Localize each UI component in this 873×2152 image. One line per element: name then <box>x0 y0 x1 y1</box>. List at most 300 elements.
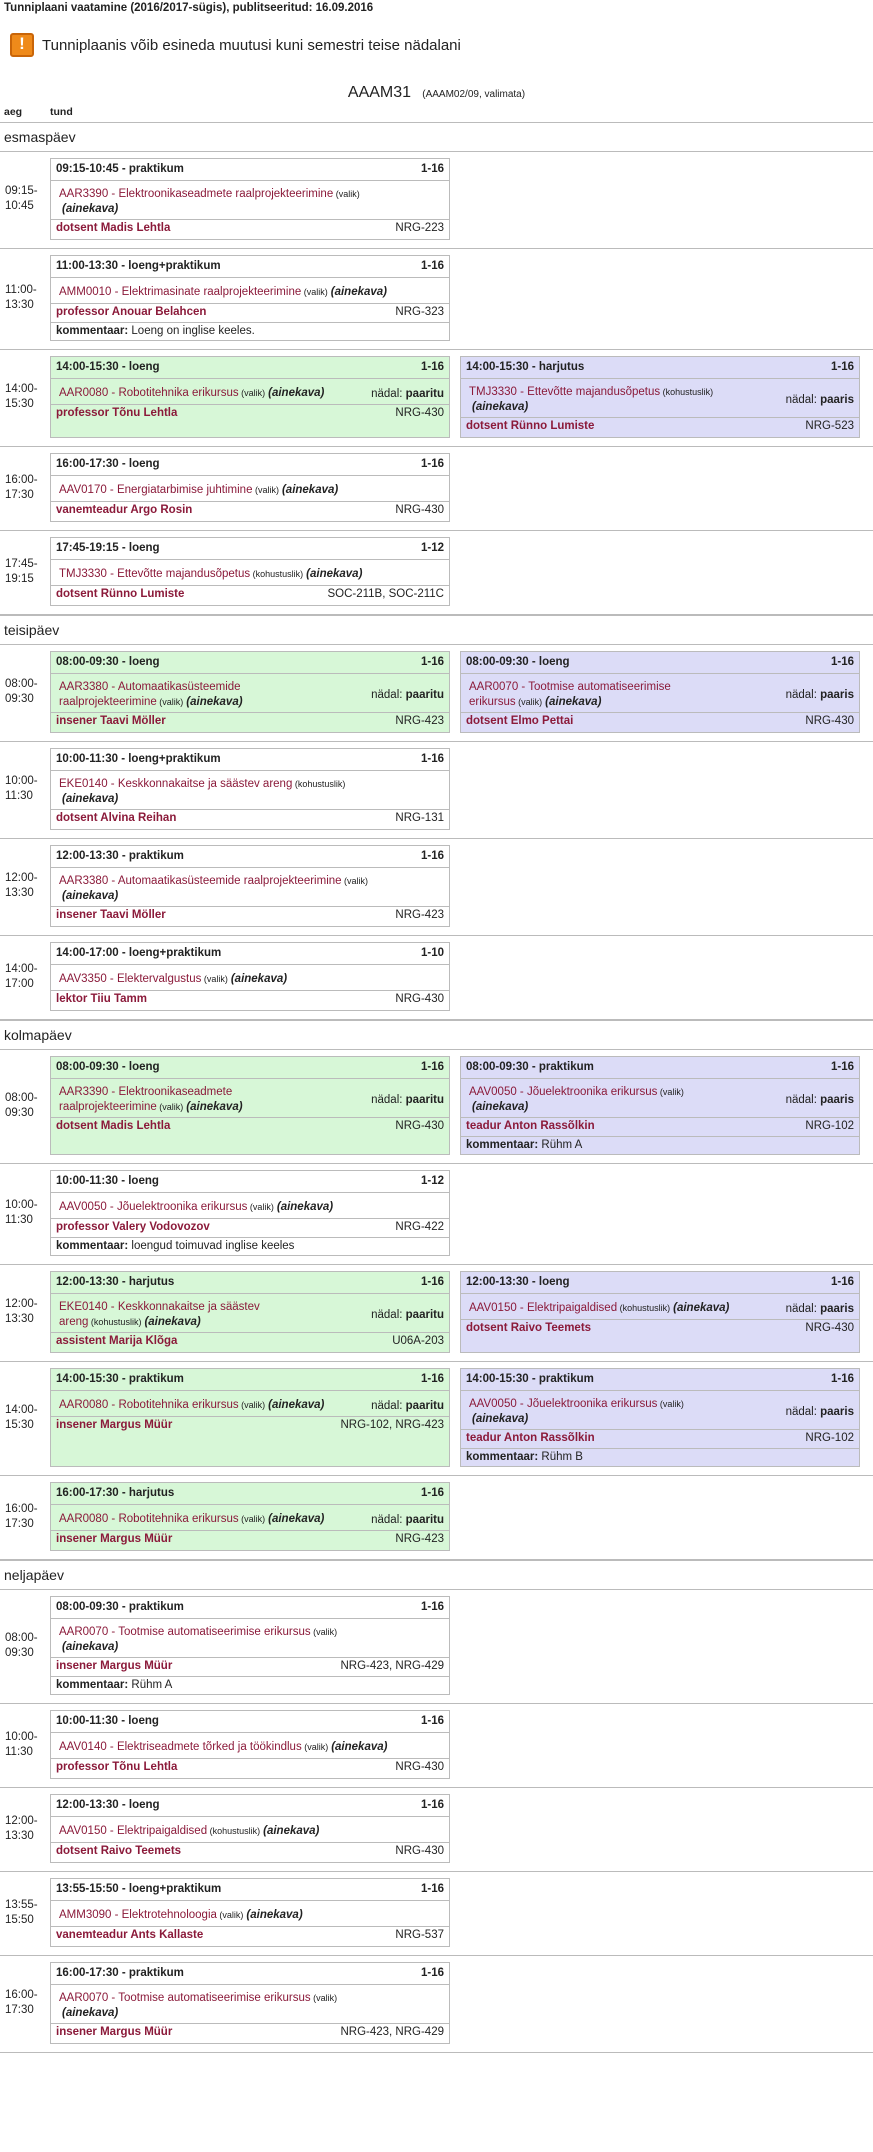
slot-time <box>0 1482 50 1551</box>
course-link[interactable]: AAV0050 - Jõuelektroonika erikursus (valik) (ainekava) <box>469 1398 684 1425</box>
time-slot <box>0 1788 873 1872</box>
ainekava-link[interactable]: (ainekava) <box>263 1825 320 1837</box>
room: NRG-102 <box>805 1432 854 1444</box>
course-row <box>461 379 859 418</box>
week-parity: nädal: paaritu <box>371 1309 444 1321</box>
lesson-time-type: 16:00-17:30 - harjutus <box>56 1487 175 1499</box>
teacher-link[interactable]: teadur Anton Rassõlkin <box>466 1120 595 1132</box>
slot-time <box>0 1368 50 1467</box>
course-kind: (valik) <box>301 287 328 297</box>
lesson-time-type: 10:00-11:30 - loeng+praktikum <box>56 753 221 765</box>
teacher-link[interactable]: dotsent Rünno Lumiste <box>466 420 595 432</box>
teacher-row <box>51 220 449 239</box>
course-link[interactable]: AAR3390 - Elektroonikaseadmete raalprojekteerimine (valik) (ainekava) <box>59 188 360 215</box>
lesson-time-type: 16:00-17:30 - praktikum <box>56 1967 184 1979</box>
course-kind: (valik) <box>238 1400 266 1410</box>
slot-cards <box>50 1878 450 1947</box>
slot-time-text: 12:00- 13:30 <box>5 1814 38 1842</box>
teacher-link[interactable]: professor Anouar Belahcen <box>56 306 207 318</box>
course-link[interactable]: AAR3380 - Automaatikasüsteemide raalprojekteerimine (valik) (ainekava) <box>59 875 369 902</box>
slot-time-text: 11:00- 13:30 <box>5 284 37 311</box>
lesson-time-type: 14:00-15:30 - praktikum <box>56 1373 184 1385</box>
lesson-time-type: 17:45-19:15 - loeng <box>56 542 160 554</box>
slot-cards <box>50 158 450 240</box>
time-slot <box>0 531 873 615</box>
slot-cards <box>50 845 450 927</box>
week-parity: nädal: paaritu <box>371 1399 444 1412</box>
day-title: teisipäev <box>0 615 873 645</box>
slot-time <box>0 1271 50 1353</box>
week-parity: nädal: paaritu <box>371 1513 444 1526</box>
slot-cards <box>50 1170 450 1256</box>
time-slot <box>0 742 873 839</box>
comment-row: kommentaar: Loeng on inglise keeles. <box>56 325 255 337</box>
ainekava-link[interactable]: (ainekava) <box>186 1101 243 1113</box>
course-link[interactable]: AAR3380 - Automaatikasüsteemide raalprojekteerimine (valik) (ainekava) <box>59 681 243 708</box>
course-kind: (kohustuslik) <box>207 1826 261 1836</box>
course-row <box>51 278 449 304</box>
time-slot <box>0 1476 873 1560</box>
lesson-card <box>50 748 450 830</box>
slot-time <box>0 845 50 927</box>
slot-time-text: 12:00- 13:30 <box>5 1298 38 1325</box>
comment-row: kommentaar: loengud toimuvad inglise keeles <box>56 1240 295 1252</box>
lesson-time-type: 08:00-09:30 - loeng <box>56 1061 160 1073</box>
room: NRG-430 <box>395 1845 444 1857</box>
course-link[interactable]: AAR3390 - Elektroonikaseadmete raalprojekteerimine (valik) (ainekava) <box>59 1086 243 1113</box>
course-link[interactable]: AAV3350 - Elektervalgustus (valik) (ainekava) <box>59 973 288 985</box>
lesson-card <box>460 1368 860 1467</box>
time-slot <box>0 1872 873 1956</box>
slot-time-text: 10:00- 11:30 <box>5 1730 38 1758</box>
lesson-header <box>51 846 449 868</box>
col-time-header: aeg <box>4 106 23 118</box>
day-title: esmaspäev <box>0 122 873 152</box>
room: NRG-430 <box>395 1120 444 1132</box>
course-row <box>51 868 449 907</box>
teacher-row <box>461 713 859 732</box>
slot-time <box>0 1794 50 1863</box>
teacher-link[interactable]: lektor Tiiu Tamm <box>56 993 147 1005</box>
lesson-header <box>461 1272 859 1294</box>
slot-cards <box>50 1710 450 1779</box>
time-slot <box>0 1164 873 1265</box>
teacher-link[interactable]: teadur Anton Rassõlkin <box>466 1432 595 1444</box>
lesson-weeks: 1-16 <box>420 1373 444 1385</box>
lesson-card <box>50 255 450 341</box>
teacher-link[interactable]: assistent Marija Klõga <box>56 1335 178 1347</box>
lesson-time-type: 09:15-10:45 - praktikum <box>56 163 184 175</box>
course-row <box>51 1294 449 1333</box>
lesson-header <box>51 1597 449 1619</box>
course-row <box>51 476 449 502</box>
room: SOC-211B, SOC-211C <box>327 588 444 600</box>
week-parity: nädal: paaritu <box>371 689 444 701</box>
course-row <box>51 674 449 713</box>
slot-cards <box>50 537 450 606</box>
teacher-link[interactable]: vanemteadur Argo Rosin <box>56 504 193 516</box>
course-link[interactable]: AAR0070 - Tootmise automatiseerimise erikursus (valik) (ainekava) <box>469 681 671 708</box>
course-link[interactable]: AAV0150 - Elektripaigaldised (kohustuslik) (ainekava) <box>59 1825 320 1837</box>
lesson-weeks: 1-12 <box>420 542 444 554</box>
teacher-link[interactable]: professor Valery Vodovozov <box>56 1221 210 1233</box>
room: NRG-430 <box>805 715 854 727</box>
slot-cards <box>50 453 450 522</box>
lesson-time-type: 14:00-15:30 - harjutus <box>466 361 585 373</box>
lesson-header <box>51 943 449 965</box>
warning-text: Tunniplaanis võib esineda muutusi kuni semestri teise nädalani <box>42 36 461 54</box>
teacher-link[interactable]: insener Margus Müür <box>56 1419 173 1431</box>
week-parity: nädal: paaris <box>785 1302 854 1315</box>
lesson-card <box>50 1962 450 2044</box>
lesson-header <box>51 652 449 674</box>
course-link[interactable]: AAR0080 - Robotitehnika erikursus (valik) (ainekava) <box>59 1513 325 1525</box>
course-link[interactable]: AAV0050 - Jõuelektroonika erikursus (valik) (ainekava) <box>59 1201 334 1213</box>
ainekava-link[interactable]: (ainekava) <box>186 696 243 708</box>
slot-time <box>0 1170 50 1256</box>
slot-cards <box>50 1794 450 1863</box>
lesson-header <box>51 159 449 181</box>
col-lesson-header: tund <box>50 106 73 118</box>
slot-time-text: 09:15- 10:45 <box>5 185 38 212</box>
course-kind: (valik) <box>657 1087 684 1097</box>
ainekava-link[interactable]: (ainekava) <box>62 2007 119 2019</box>
teacher-row <box>51 810 449 829</box>
lesson-header <box>51 454 449 476</box>
lesson-header <box>51 1795 449 1817</box>
room: NRG-430 <box>395 407 444 419</box>
room: NRG-423, NRG-429 <box>340 2026 444 2038</box>
ainekava-link[interactable]: (ainekava) <box>472 1101 529 1113</box>
course-kind: (kohustuslik) <box>617 1303 671 1313</box>
ainekava-link[interactable]: (ainekava) <box>246 1909 303 1921</box>
group-name: AAAM31 <box>347 84 412 101</box>
course-row <box>51 965 449 991</box>
ainekava-link[interactable]: (ainekava) <box>472 1413 529 1425</box>
ainekava-link[interactable]: (ainekava) <box>472 401 529 413</box>
teacher-row <box>51 907 449 926</box>
course-kind: (valik) <box>238 1514 266 1524</box>
lesson-card <box>50 1271 450 1353</box>
ainekava-link[interactable]: (ainekava) <box>268 1399 325 1411</box>
group-sub: (AAAM02/09, valimata) <box>422 89 526 100</box>
course-kind: (valik) <box>238 388 266 398</box>
course-kind: (valik) <box>341 876 369 886</box>
ainekava-link[interactable]: (ainekava) <box>330 286 388 298</box>
course-link[interactable]: TMJ3330 - Ettevõtte majandusõpetus (kohustuslik) (ainekava) <box>59 568 363 580</box>
lesson-card <box>50 1056 450 1155</box>
teacher-row <box>51 713 449 732</box>
lesson-time-type: 08:00-09:30 - loeng <box>466 656 570 668</box>
lesson-weeks: 1-16 <box>420 1967 444 1979</box>
room: NRG-523 <box>805 420 854 432</box>
course-row <box>51 560 449 586</box>
lesson-card <box>460 1271 860 1353</box>
teacher-link[interactable]: dotsent Alvina Reihan <box>56 812 177 824</box>
slot-time-text: 14:00- 17:00 <box>5 962 38 990</box>
course-link[interactable]: EKE0140 - Keskkonnakaitse ja säästev areng (kohustuslik) (ainekava) <box>59 778 346 805</box>
lesson-time-type: 12:00-13:30 - loeng <box>56 1799 160 1811</box>
ainekava-link[interactable]: (ainekava) <box>545 696 602 708</box>
slot-time <box>0 1056 50 1155</box>
course-row <box>51 1193 449 1219</box>
time-slot <box>0 645 873 742</box>
course-row <box>51 1817 449 1843</box>
lesson-header <box>51 256 449 278</box>
slot-time-text: 14:00- 15:30 <box>5 1403 38 1431</box>
slot-cards <box>50 1056 860 1155</box>
lesson-card <box>460 356 860 438</box>
published-info: Tunniplaani vaatamine (2016/2017-sügis), publitseeritud: 16.09.2016 <box>4 2 374 14</box>
lesson-weeks: 1-16 <box>420 1601 444 1613</box>
teacher-link[interactable]: insener Margus Müür <box>56 2026 173 2038</box>
lesson-header <box>461 652 859 674</box>
course-kind: (valik) <box>156 1102 184 1112</box>
lesson-card <box>50 1794 450 1863</box>
teacher-link[interactable]: insener Taavi Möller <box>56 715 166 727</box>
slot-cards <box>50 1962 450 2044</box>
slot-time-text: 17:45- 19:15 <box>5 557 38 585</box>
time-slot <box>0 447 873 531</box>
lesson-weeks: 1-16 <box>420 753 444 765</box>
teacher-link[interactable]: dotsent Madis Lehtla <box>56 222 171 234</box>
lesson-card <box>50 1878 450 1947</box>
course-kind: (valik) <box>247 1202 274 1212</box>
lesson-time-type: 14:00-15:30 - praktikum <box>466 1373 594 1385</box>
ainekava-link[interactable]: (ainekava) <box>331 1741 388 1753</box>
room: NRG-102 <box>805 1120 854 1132</box>
teacher-link[interactable]: dotsent Raivo Teemets <box>56 1845 182 1857</box>
course-row <box>51 181 449 220</box>
course-row <box>51 1619 449 1658</box>
comment-row: kommentaar: Rühm A <box>466 1139 583 1151</box>
slot-time <box>0 1878 50 1947</box>
course-row <box>461 674 859 713</box>
lesson-weeks: 1-16 <box>420 1061 444 1073</box>
lesson-weeks: 1-16 <box>420 1276 444 1288</box>
course-row <box>51 1985 449 2024</box>
teacher-row <box>51 1759 449 1778</box>
teacher-link[interactable]: vanemteadur Ants Kallaste <box>56 1929 204 1941</box>
lesson-header <box>51 749 449 771</box>
slot-time <box>0 942 50 1011</box>
teacher-row <box>51 1843 449 1862</box>
slot-time <box>0 1962 50 2044</box>
room: NRG-323 <box>395 306 444 318</box>
course-kind: (valik) <box>515 697 543 707</box>
lesson-header <box>51 1171 449 1193</box>
course-link[interactable]: AMM0010 - Elektrimasinate raalprojekteerimine (valik) (ainekava) <box>59 286 388 298</box>
course-link[interactable]: AAV0140 - Elektriseadmete tõrked ja töökindlus (valik) (ainekava) <box>59 1741 388 1753</box>
room: NRG-131 <box>395 812 444 824</box>
lesson-card <box>50 651 450 733</box>
teacher-row <box>51 1531 449 1550</box>
course-kind: (valik) <box>252 485 279 495</box>
lesson-weeks: 1-16 <box>420 1883 444 1895</box>
lesson-time-type: 14:00-17:00 - loeng+praktikum <box>56 947 222 959</box>
lesson-card <box>50 1368 450 1467</box>
lesson-time-type: 08:00-09:30 - loeng <box>56 656 160 668</box>
teacher-link[interactable]: professor Tõnu Lehtla <box>56 407 178 419</box>
course-kind: (kohustuslik) <box>88 1317 142 1327</box>
course-row <box>51 1391 449 1417</box>
slot-time-text: 10:00- 11:30 <box>5 1199 38 1226</box>
teacher-row <box>51 1658 449 1677</box>
course-row <box>461 1391 859 1430</box>
ainekava-link[interactable]: (ainekava) <box>144 1316 201 1328</box>
course-kind: (valik) <box>310 1993 338 2003</box>
lesson-weeks: 1-16 <box>420 1487 444 1499</box>
warning-icon: ! <box>10 33 34 57</box>
ainekava-link[interactable]: (ainekava) <box>62 1641 119 1653</box>
slot-time-text: 16:00- 17:30 <box>5 1502 38 1530</box>
lesson-weeks: 1-16 <box>830 1373 854 1385</box>
week-parity: nädal: paaris <box>785 689 854 701</box>
lesson-card <box>50 942 450 1011</box>
course-row <box>51 379 449 405</box>
lesson-time-type: 12:00-13:30 - praktikum <box>56 850 184 862</box>
lesson-time-type: 10:00-11:30 - loeng <box>56 1715 159 1727</box>
course-row <box>51 1079 449 1118</box>
comment-row: kommentaar: Rühm B <box>466 1451 583 1463</box>
ainekava-link[interactable]: (ainekava) <box>281 484 339 496</box>
course-row <box>51 1733 449 1759</box>
lesson-weeks: 1-16 <box>420 656 444 668</box>
room: NRG-102, NRG-423 <box>340 1419 444 1431</box>
teacher-link[interactable]: professor Tõnu Lehtla <box>56 1761 178 1773</box>
time-slot <box>0 839 873 936</box>
lesson-weeks: 1-16 <box>830 1061 854 1073</box>
time-slot <box>0 1362 873 1476</box>
teacher-link[interactable]: dotsent Raivo Teemets <box>466 1322 592 1334</box>
ainekava-link[interactable]: (ainekava) <box>306 568 363 580</box>
lesson-header <box>51 1369 449 1391</box>
schedule <box>0 122 873 2053</box>
course-row <box>51 1505 449 1531</box>
day-title: kolmapäev <box>0 1020 873 1050</box>
room: NRG-423 <box>395 909 444 921</box>
course-link[interactable]: AAV0050 - Jõuelektroonika erikursus (valik) (ainekava) <box>469 1086 684 1113</box>
teacher-link[interactable]: insener Taavi Möller <box>56 909 166 921</box>
teacher-row <box>51 1417 449 1436</box>
ainekava-link[interactable]: (ainekava) <box>268 387 325 399</box>
lesson-card <box>460 1056 860 1155</box>
week-parity: nädal: paaris <box>785 1094 854 1106</box>
teacher-link[interactable]: insener Margus Müür <box>56 1660 173 1672</box>
course-link[interactable]: AAR0070 - Tootmise automatiseerimise erikursus (valik) (ainekava) <box>59 1992 338 2019</box>
course-link[interactable]: AMM3090 - Elektrotehnoloogia (valik) (ainekava) <box>59 1909 303 1921</box>
lesson-header <box>51 1879 449 1901</box>
teacher-row <box>461 418 859 437</box>
room: NRG-223 <box>395 222 444 234</box>
slot-time <box>0 1596 50 1695</box>
course-kind: (valik) <box>201 974 228 984</box>
slot-time <box>0 158 50 240</box>
teacher-row <box>51 991 449 1010</box>
slot-cards <box>50 1368 860 1467</box>
week-parity: nädal: paaritu <box>371 387 444 400</box>
teacher-row <box>461 1118 859 1137</box>
teacher-link[interactable]: insener Margus Müür <box>56 1533 173 1545</box>
course-row <box>51 771 449 810</box>
slot-cards <box>50 748 450 830</box>
time-slot <box>0 1590 873 1704</box>
lesson-card <box>50 158 450 240</box>
course-kind: (valik) <box>156 697 184 707</box>
slot-time <box>0 748 50 830</box>
slot-time-text: 08:00- 09:30 <box>5 1091 38 1119</box>
teacher-row <box>51 2024 449 2043</box>
lesson-weeks: 1-16 <box>420 1715 444 1727</box>
lesson-time-type: 11:00-13:30 - loeng+praktikum <box>56 260 221 272</box>
course-link[interactable]: AAV0150 - Elektripaigaldised (kohustuslik) (ainekava) <box>469 1302 730 1314</box>
day-title: neljapäev <box>0 1560 873 1590</box>
time-slot <box>0 1265 873 1362</box>
lesson-weeks: 1-16 <box>420 163 444 175</box>
ainekava-link[interactable]: (ainekava) <box>673 1302 730 1314</box>
lesson-time-type: 12:00-13:30 - harjutus <box>56 1276 175 1288</box>
slot-time-text: 16:00- 17:30 <box>5 473 38 501</box>
teacher-row <box>461 1430 859 1449</box>
slot-time-text: 12:00- 13:30 <box>5 872 38 899</box>
course-link[interactable]: TMJ3330 - Ettevõtte majandusõpetus (kohustuslik) (ainekava) <box>469 386 714 413</box>
course-row <box>51 1901 449 1927</box>
ainekava-link[interactable]: (ainekava) <box>268 1513 325 1525</box>
course-kind: (valik) <box>657 1399 684 1409</box>
teacher-link[interactable]: dotsent Rünno Lumiste <box>56 588 185 600</box>
course-link[interactable]: AAV0170 - Energiatarbimise juhtimine (valik) (ainekava) <box>59 484 339 496</box>
ainekava-link[interactable]: (ainekava) <box>62 890 119 902</box>
lesson-time-type: 16:00-17:30 - loeng <box>56 458 160 470</box>
lesson-card <box>50 453 450 522</box>
ainekava-link[interactable]: (ainekava) <box>230 973 288 985</box>
ainekava-link[interactable]: (ainekava) <box>62 793 119 805</box>
lesson-weeks: 1-16 <box>830 656 854 668</box>
ainekava-link[interactable]: (ainekava) <box>62 203 119 215</box>
lesson-weeks: 1-16 <box>420 260 444 272</box>
lesson-time-type: 08:00-09:30 - praktikum <box>56 1601 184 1613</box>
slot-time <box>0 537 50 606</box>
course-link[interactable]: AAR0070 - Tootmise automatiseerimise erikursus (valik) (ainekava) <box>59 1626 338 1653</box>
teacher-link[interactable]: dotsent Elmo Pettai <box>466 715 574 727</box>
ainekava-link[interactable]: (ainekava) <box>276 1201 334 1213</box>
lesson-card <box>50 1710 450 1779</box>
week-parity: nädal: paaritu <box>371 1094 444 1106</box>
room: NRG-430 <box>395 504 444 516</box>
room: NRG-430 <box>395 993 444 1005</box>
slot-cards <box>50 1596 450 1695</box>
time-slot <box>0 1704 873 1788</box>
slot-time <box>0 1710 50 1779</box>
course-link[interactable]: EKE0140 - Keskkonnakaitse ja säästev areng (kohustuslik) (ainekava) <box>59 1301 260 1328</box>
lesson-card <box>50 356 450 438</box>
lesson-weeks: 1-16 <box>420 458 444 470</box>
lesson-card <box>50 1170 450 1256</box>
course-link[interactable]: AAR0080 - Robotitehnika erikursus (valik) (ainekava) <box>59 387 325 399</box>
course-kind: (valik) <box>216 1910 244 1920</box>
lesson-card <box>50 1596 450 1695</box>
slot-time-text: 08:00- 09:30 <box>5 678 38 705</box>
teacher-link[interactable]: dotsent Madis Lehtla <box>56 1120 171 1132</box>
course-link[interactable]: AAR0080 - Robotitehnika erikursus (valik) (ainekava) <box>59 1399 325 1411</box>
lesson-header <box>51 1963 449 1985</box>
room: NRG-537 <box>395 1929 444 1941</box>
lesson-time-type: 14:00-15:30 - loeng <box>56 361 160 373</box>
slot-cards <box>50 651 860 733</box>
comment-row: kommentaar: Rühm A <box>56 1679 173 1691</box>
course-kind: (valik) <box>310 1627 338 1637</box>
time-slot <box>0 350 873 447</box>
